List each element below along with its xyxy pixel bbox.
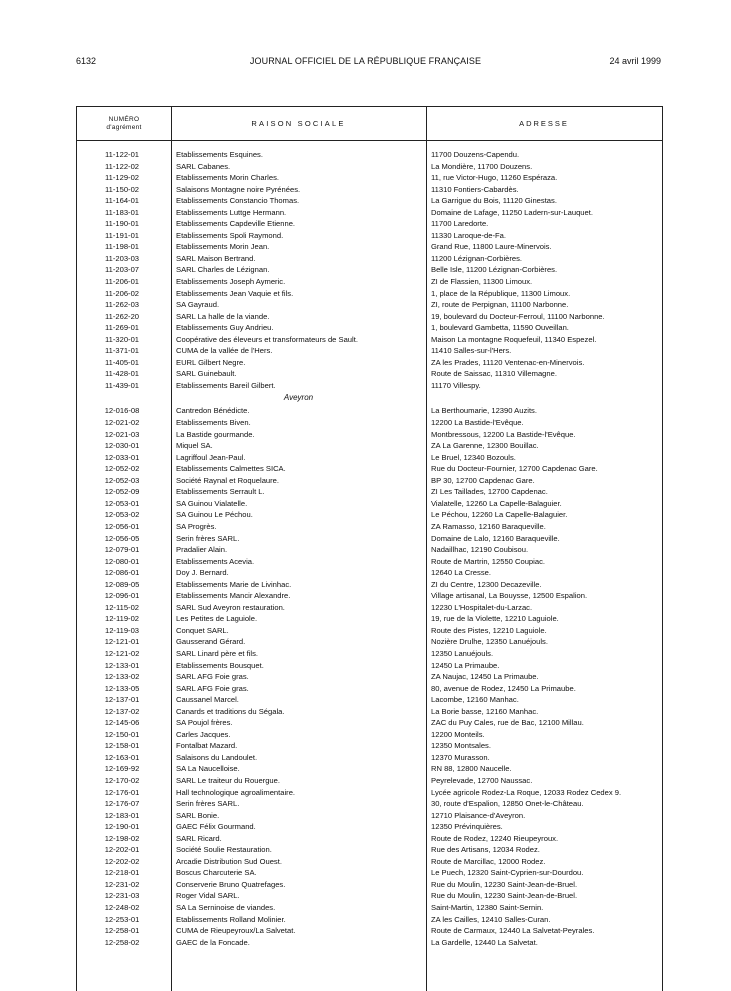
table-row bbox=[77, 486, 662, 498]
raison-sociale-cell: Etablissements Luttge Hermann. bbox=[176, 207, 287, 217]
raison-sociale-cell: Gausserand Gérard. bbox=[176, 637, 246, 647]
adresse-cell: 12350 Lanuéjouls. bbox=[431, 648, 494, 658]
table-row bbox=[77, 787, 662, 799]
row-group-aude bbox=[77, 149, 662, 391]
approval-number-cell: 12-253-01 bbox=[104, 914, 140, 924]
raison-sociale-cell: Etablissements Bareil Gilbert. bbox=[176, 380, 276, 390]
raison-sociale-cell: Serin frères SARL. bbox=[176, 799, 240, 809]
adresse-cell: 12230 L'Hospitalet-du-Larzac. bbox=[431, 602, 533, 612]
approval-number-cell: 12-021-02 bbox=[104, 418, 140, 428]
raison-sociale-cell: Conquet SARL. bbox=[176, 625, 229, 635]
raison-sociale-cell: Fontalbat Mazard. bbox=[176, 741, 238, 751]
raison-sociale-cell: SARL Linard père et fils. bbox=[176, 648, 259, 658]
adresse-cell: 30, route d'Espalion, 12850 Onet-le-Château. bbox=[431, 799, 584, 809]
table-row bbox=[77, 810, 662, 822]
approval-number-cell: 12-145-06 bbox=[104, 718, 140, 728]
adresse-cell: ZI, route de Perpignan, 11100 Narbonne. bbox=[431, 300, 569, 310]
table-row bbox=[77, 440, 662, 452]
adresse-cell: Le Puech, 12320 Saint-Cyprien-sur-Dourdou. bbox=[431, 868, 584, 878]
approval-number-cell: 11-262-20 bbox=[104, 311, 140, 321]
approval-number-cell: 11-206-01 bbox=[104, 277, 140, 287]
approval-number-cell: 12-137-02 bbox=[104, 706, 140, 716]
raison-sociale-cell: Etablissements Jean Vaquie et fils. bbox=[176, 288, 294, 298]
raison-sociale-cell: Roger Vidal SARL. bbox=[176, 891, 240, 901]
approval-number-cell: 12-218-01 bbox=[104, 868, 140, 878]
approval-number-cell: 11-371-01 bbox=[104, 346, 140, 356]
table-row bbox=[77, 264, 662, 276]
adresse-cell: La Berthoumarie, 12390 Auzits. bbox=[431, 406, 537, 416]
raison-sociale-cell: SARL AFG Foie gras. bbox=[176, 683, 249, 693]
adresse-cell: Route de Saissac, 11310 Villemagne. bbox=[431, 369, 557, 379]
table-row bbox=[77, 345, 662, 357]
table-row bbox=[77, 902, 662, 914]
table-row bbox=[77, 660, 662, 672]
approval-number-cell: 12-133-02 bbox=[104, 672, 140, 682]
raison-sociale-cell: CUMA de la vallée de l'Hers. bbox=[176, 346, 273, 356]
table-row bbox=[77, 380, 662, 392]
approval-number-cell: 12-133-05 bbox=[104, 683, 140, 693]
table-row bbox=[77, 230, 662, 242]
raison-sociale-cell: Etablissements Acevia. bbox=[176, 556, 255, 566]
raison-sociale-cell: Etablissements Bousquet. bbox=[176, 660, 264, 670]
approval-number-cell: 11-203-07 bbox=[104, 265, 140, 275]
table-row bbox=[77, 671, 662, 683]
raison-sociale-cell: La Bastide gourmande. bbox=[176, 429, 255, 439]
raison-sociale-cell: Etablissements Calmettes SICA. bbox=[176, 464, 286, 474]
approval-number-cell: 11-262-03 bbox=[104, 300, 140, 310]
adresse-cell: 12450 La Primaube. bbox=[431, 660, 500, 670]
table-row bbox=[77, 706, 662, 718]
adresse-cell: Grand Rue, 11800 Laure-Minervois. bbox=[431, 242, 552, 252]
adresse-cell: 12370 Murasson. bbox=[431, 752, 490, 762]
table-row bbox=[77, 683, 662, 695]
approval-number-cell: 12-169-92 bbox=[104, 764, 140, 774]
approval-number-cell: 12-158-01 bbox=[104, 741, 140, 751]
approval-number-cell: 12-053-02 bbox=[104, 510, 140, 520]
approval-number-cell: 12-190-01 bbox=[104, 822, 140, 832]
approval-number-cell: 12-121-01 bbox=[104, 637, 140, 647]
table-row bbox=[77, 890, 662, 902]
table-row bbox=[77, 299, 662, 311]
adresse-cell: 11700 Laredorte. bbox=[431, 219, 489, 229]
table-row bbox=[77, 833, 662, 845]
raison-sociale-cell: Société Raynal et Roquelaure. bbox=[176, 475, 280, 485]
raison-sociale-cell: SA Progrès. bbox=[176, 521, 217, 531]
adresse-cell: Belle Isle, 11200 Lézignan-Corbières. bbox=[431, 265, 558, 275]
adresse-cell: ZA les Cailles, 12410 Salles-Curan. bbox=[431, 914, 551, 924]
raison-sociale-cell: Etablissements Morin Jean. bbox=[176, 242, 270, 252]
approval-number-cell: 11-428-01 bbox=[104, 369, 140, 379]
approval-number-cell: 12-033-01 bbox=[104, 452, 140, 462]
adresse-cell: Maison La montagne Roquefeuil, 11340 Espezel. bbox=[431, 334, 597, 344]
raison-sociale-cell: GAEC de la Foncade. bbox=[176, 937, 250, 947]
approval-number-cell: 12-056-05 bbox=[104, 533, 140, 543]
approval-number-cell: 11-320-01 bbox=[104, 334, 140, 344]
raison-sociale-cell: Canards et traditions du Ségala. bbox=[176, 706, 285, 716]
raison-sociale-cell: Etablissements Morin Charles. bbox=[176, 173, 279, 183]
adresse-cell: Village artisanal, La Bouysse, 12500 Espalion. bbox=[431, 591, 588, 601]
approval-number-cell: 11-198-01 bbox=[104, 242, 140, 252]
raison-sociale-cell: SA Gayraud. bbox=[176, 300, 220, 310]
raison-sociale-cell: Hall technologique agroalimentaire. bbox=[176, 787, 296, 797]
adresse-cell: Domaine de Lalo, 12160 Baraqueville. bbox=[431, 533, 560, 543]
adresse-cell: La Borie basse, 12160 Manhac. bbox=[431, 706, 539, 716]
adresse-cell: 11700 Douzens-Capendu. bbox=[431, 150, 520, 159]
adresse-cell: 11170 Villespy. bbox=[431, 380, 481, 390]
approval-number-cell: 12-258-01 bbox=[104, 926, 140, 936]
raison-sociale-cell: Etablissements Rolland Molinier. bbox=[176, 914, 286, 924]
adresse-cell: 19, rue de la Violette, 12210 Laguiole. bbox=[431, 614, 559, 624]
adresse-cell: Rue du Moulin, 12230 Saint-Jean-de-Bruel. bbox=[431, 891, 578, 901]
approval-number-cell: 12-079-01 bbox=[104, 545, 140, 555]
approval-number-cell: 12-052-03 bbox=[104, 475, 140, 485]
table-row bbox=[77, 218, 662, 230]
table-row bbox=[77, 752, 662, 764]
adresse-cell: ZI du Centre, 12300 Decazeville. bbox=[431, 579, 542, 589]
table-row bbox=[77, 405, 662, 417]
raison-sociale-cell: Salaisons Montagne noire Pyrénées. bbox=[176, 184, 301, 194]
table-row bbox=[77, 729, 662, 741]
table-row bbox=[77, 475, 662, 487]
adresse-cell: Vialatelle, 12260 La Capelle-Balaguier. bbox=[431, 498, 562, 508]
approval-number-cell: 12-096-01 bbox=[104, 591, 140, 601]
table-row bbox=[77, 775, 662, 787]
adresse-cell: 12350 Montsales. bbox=[431, 741, 491, 751]
approval-number-cell: 12-231-03 bbox=[104, 891, 140, 901]
table-row bbox=[77, 195, 662, 207]
raison-sociale-cell: SARL La halle de la viande. bbox=[176, 311, 270, 321]
adresse-cell: 12710 Plaisance-d'Aveyron. bbox=[431, 810, 526, 820]
adresse-cell: ZA La Garenne, 12300 Bouillac. bbox=[431, 441, 539, 451]
adresse-cell: Route de Martrin, 12550 Coupiac. bbox=[431, 556, 545, 566]
table-row bbox=[77, 613, 662, 625]
raison-sociale-cell: SARL Charles de Lézignan. bbox=[176, 265, 270, 275]
adresse-cell: 1, place de la République, 11300 Limoux. bbox=[431, 288, 571, 298]
table-row bbox=[77, 914, 662, 926]
table-row bbox=[77, 879, 662, 891]
approval-number-cell: 12-056-01 bbox=[104, 521, 140, 531]
table-row bbox=[77, 276, 662, 288]
table-row bbox=[77, 625, 662, 637]
approval-number-cell: 12-089-05 bbox=[104, 579, 140, 589]
table-row bbox=[77, 856, 662, 868]
approval-number-cell: 11-122-01 bbox=[104, 150, 140, 159]
raison-sociale-cell: Etablissements Mancir Alexandre. bbox=[176, 591, 291, 601]
approval-number-cell: 12-053-01 bbox=[104, 498, 140, 508]
adresse-cell: Saint-Martin, 12380 Saint-Sernin. bbox=[431, 903, 544, 912]
approval-number-cell: 11-405-01 bbox=[104, 357, 140, 367]
raison-sociale-cell: Etablissements Serrault L. bbox=[176, 487, 265, 497]
table-row bbox=[77, 253, 662, 265]
journal-title: JOURNAL OFFICIEL DE LA RÉPUBLIQUE FRANÇAISE bbox=[249, 56, 482, 66]
approval-table bbox=[76, 106, 663, 991]
approval-number-cell: 12-115-02 bbox=[104, 602, 140, 612]
approval-number-cell: 12-202-02 bbox=[104, 856, 140, 866]
table-row bbox=[77, 590, 662, 602]
adresse-cell: 11330 Laroque-de-Fa. bbox=[431, 230, 507, 240]
adresse-cell: Domaine de Lafage, 11250 Ladern-sur-Lauquet. bbox=[431, 207, 593, 217]
approval-number-cell: 12-163-01 bbox=[104, 752, 140, 762]
raison-sociale-cell: Etablissements Guy Andrieu. bbox=[176, 323, 274, 333]
adresse-cell: Peyrelevade, 12700 Naussac. bbox=[431, 775, 533, 785]
adresse-cell: Route des Pistes, 12210 Laguiole. bbox=[431, 625, 547, 635]
adresse-cell: Nozière Drulhe, 12350 Lanuéjouls. bbox=[431, 637, 548, 647]
adresse-cell: 12640 La Cresse. bbox=[431, 568, 491, 578]
column-header-number-line1: NUMÉRO bbox=[108, 115, 140, 123]
raison-sociale-cell: SA Poujol frères. bbox=[176, 718, 233, 728]
raison-sociale-cell: SARL Maison Bertrand. bbox=[176, 253, 256, 263]
table-row bbox=[77, 521, 662, 533]
raison-sociale-cell: SARL Sud Aveyron restauration. bbox=[176, 602, 285, 612]
column-header-raison-sociale: RAISON SOCIALE bbox=[251, 119, 346, 128]
approval-number-cell: 11-190-01 bbox=[104, 219, 140, 229]
issue-date: 24 avril 1999 bbox=[609, 56, 661, 66]
raison-sociale-cell: SARL Bonie. bbox=[176, 810, 220, 820]
table-row bbox=[77, 798, 662, 810]
approval-number-cell: 12-176-07 bbox=[104, 799, 140, 809]
table-row bbox=[77, 867, 662, 879]
table-row bbox=[77, 241, 662, 253]
table-row bbox=[77, 334, 662, 346]
adresse-cell: Rue du Docteur-Fournier, 12700 Capdenac Gare. bbox=[431, 464, 598, 474]
table-row bbox=[77, 288, 662, 300]
adresse-cell: Route de Carmaux, 12440 La Salvetat-Peyrales. bbox=[431, 926, 595, 936]
approval-number-cell: 12-258-02 bbox=[104, 937, 140, 947]
table-row bbox=[77, 207, 662, 219]
adresse-cell: Lacombe, 12160 Manhac. bbox=[431, 695, 519, 705]
table-row bbox=[77, 544, 662, 556]
raison-sociale-cell: SARL Guinebault. bbox=[176, 369, 237, 379]
table-row bbox=[77, 648, 662, 660]
raison-sociale-cell: CUMA de Rieupeyroux/La Salvetat. bbox=[176, 926, 296, 936]
adresse-cell: BP 30, 12700 Capdenac Gare. bbox=[431, 475, 535, 485]
approval-number-cell: 12-030-01 bbox=[104, 441, 140, 451]
approval-number-cell: 11-164-01 bbox=[104, 196, 140, 206]
adresse-cell: Lycée agricole Rodez-La Roque, 12033 Rodez Cedex 9. bbox=[431, 787, 622, 797]
raison-sociale-cell: Miquel SA. bbox=[176, 441, 213, 451]
approval-number-cell: 11-439-01 bbox=[104, 380, 140, 390]
table-row bbox=[77, 417, 662, 429]
approval-number-cell: 12-119-03 bbox=[104, 625, 140, 635]
raison-sociale-cell: Etablissements Constancio Thomas. bbox=[176, 196, 300, 206]
raison-sociale-cell: Serin frères SARL. bbox=[176, 533, 240, 543]
adresse-cell: 11310 Fontiers-Cabardès. bbox=[431, 184, 519, 194]
table-row bbox=[77, 556, 662, 568]
adresse-cell: 19, boulevard du Docteur-Ferroul, 11100 Narbonne. bbox=[431, 311, 605, 321]
approval-number-cell: 12-170-02 bbox=[104, 775, 140, 785]
adresse-cell: Montbressous, 12200 La Bastide-l'Evêque. bbox=[431, 429, 576, 439]
page-number: 6132 bbox=[76, 56, 97, 66]
adresse-cell: La Garrigue du Bois, 11120 Ginestas. bbox=[431, 196, 557, 206]
table-row bbox=[77, 533, 662, 545]
table-row bbox=[77, 567, 662, 579]
table-row bbox=[77, 579, 662, 591]
adresse-cell: ZI Les Taillades, 12700 Capdenac. bbox=[431, 487, 548, 497]
raison-sociale-cell: Boscus Charcuterie SA. bbox=[176, 868, 257, 878]
table-row bbox=[77, 452, 662, 464]
raison-sociale-cell: Doy J. Bernard. bbox=[176, 568, 229, 578]
raison-sociale-cell: SA Guinou Vialatelle. bbox=[176, 498, 248, 508]
approval-number-cell: 12-176-01 bbox=[104, 787, 140, 797]
raison-sociale-cell: Etablissements Joseph Aymeric. bbox=[176, 277, 286, 287]
approval-number-cell: 12-052-02 bbox=[104, 464, 140, 474]
raison-sociale-cell: Société Soulie Restauration. bbox=[176, 845, 272, 855]
adresse-cell: ZA les Prades, 11120 Ventenac-en-Minervois. bbox=[431, 357, 585, 367]
table-row bbox=[77, 429, 662, 441]
approval-number-cell: 12-231-02 bbox=[104, 879, 140, 889]
approval-number-cell: 12-121-02 bbox=[104, 648, 140, 658]
approval-number-cell: 11-150-02 bbox=[104, 184, 140, 194]
table-row bbox=[77, 694, 662, 706]
raison-sociale-cell: Coopérative des éleveurs et transformateurs de Sault. bbox=[176, 334, 358, 344]
approval-number-cell: 12-086-01 bbox=[104, 568, 140, 578]
table-row bbox=[77, 717, 662, 729]
adresse-cell: 12200 Monteils. bbox=[431, 729, 485, 739]
raison-sociale-cell: SARL AFG Foie gras. bbox=[176, 672, 249, 682]
raison-sociale-cell: SARL Le traiteur du Rouergue. bbox=[176, 775, 280, 785]
approval-number-cell: 11-122-02 bbox=[104, 161, 140, 171]
approval-number-cell: 12-052-09 bbox=[104, 487, 140, 497]
approval-number-cell: 12-198-02 bbox=[104, 833, 140, 843]
table-row bbox=[77, 322, 662, 334]
table-row bbox=[77, 740, 662, 752]
adresse-cell: Nadaillhac, 12190 Coubisou. bbox=[431, 545, 529, 555]
raison-sociale-cell: GAEC Félix Gourmand. bbox=[176, 822, 256, 832]
column-header-number-line2: d'agrément bbox=[106, 123, 142, 131]
column-header-number bbox=[77, 107, 171, 140]
adresse-cell: 1, boulevard Gambetta, 11590 Ouveillan. bbox=[431, 323, 569, 333]
table-row bbox=[77, 509, 662, 521]
table-row bbox=[77, 602, 662, 614]
table-row bbox=[77, 636, 662, 648]
adresse-cell: 12350 Prévinquières. bbox=[431, 822, 503, 832]
approval-number-cell: 12-183-01 bbox=[104, 810, 140, 820]
raison-sociale-cell: Etablissements Biven. bbox=[176, 418, 251, 428]
raison-sociale-cell: Etablissements Spoli Raymond. bbox=[176, 230, 284, 240]
row-group-aveyron bbox=[77, 405, 662, 948]
approval-number-cell: 11-183-01 bbox=[104, 207, 140, 217]
adresse-cell: 11200 Lézignan-Corbières. bbox=[431, 253, 523, 263]
adresse-cell: ZA Ramasso, 12160 Baraqueville. bbox=[431, 521, 546, 531]
approval-number-cell: 12-119-02 bbox=[104, 614, 140, 624]
approval-number-cell: 12-202-01 bbox=[104, 845, 140, 855]
table-row bbox=[77, 498, 662, 510]
adresse-cell: Route de Marcillac, 12000 Rodez. bbox=[431, 856, 546, 866]
raison-sociale-cell: Etablissements Marie de Livinhac. bbox=[176, 579, 292, 589]
approval-number-cell: 11-129-02 bbox=[104, 173, 140, 183]
approval-number-cell: 11-203-03 bbox=[104, 253, 140, 263]
raison-sociale-cell: SARL Cabanes. bbox=[176, 161, 231, 171]
adresse-cell: 12200 La Bastide-l'Evêque. bbox=[431, 418, 524, 428]
table-row bbox=[77, 763, 662, 775]
table-row bbox=[77, 172, 662, 184]
header-divider bbox=[77, 140, 662, 141]
raison-sociale-cell: Arcadie Distribution Sud Ouest. bbox=[176, 856, 282, 866]
adresse-cell: 11410 Salles-sur-l'Hers. bbox=[431, 346, 512, 356]
table-row bbox=[77, 925, 662, 937]
table-row bbox=[77, 937, 662, 949]
table-row bbox=[77, 463, 662, 475]
adresse-cell: La Mondière, 11700 Douzens. bbox=[431, 161, 533, 171]
approval-number-cell: 12-150-01 bbox=[104, 729, 140, 739]
adresse-cell: Rue du Moulin, 12230 Saint-Jean-de-Bruel. bbox=[431, 879, 578, 889]
raison-sociale-cell: EURL Gilbert Negre. bbox=[176, 357, 246, 367]
raison-sociale-cell: SA La Naucelloise. bbox=[176, 764, 240, 774]
raison-sociale-cell: Pradalier Alain. bbox=[176, 545, 228, 555]
table-row bbox=[77, 844, 662, 856]
approval-number-cell: 12-133-01 bbox=[104, 660, 140, 670]
approval-number-cell: 12-021-03 bbox=[104, 429, 140, 439]
table-row bbox=[77, 149, 662, 161]
department-heading: Aveyron bbox=[283, 393, 314, 403]
adresse-cell: ZAC du Puy Cales, rue de Bac, 12100 Millau. bbox=[431, 718, 584, 728]
raison-sociale-cell: SARL Ricard. bbox=[176, 833, 222, 843]
raison-sociale-cell: Carles Jacques. bbox=[176, 729, 231, 739]
raison-sociale-cell: Cantredon Bénédicte. bbox=[176, 406, 250, 416]
approval-number-cell: 11-206-02 bbox=[104, 288, 140, 298]
table-row bbox=[77, 357, 662, 369]
table-body bbox=[77, 149, 662, 948]
column-header-adresse: ADRESSE bbox=[519, 119, 569, 128]
raison-sociale-cell: SA Guinou Le Péchou. bbox=[176, 510, 253, 520]
approval-number-cell: 11-191-01 bbox=[104, 230, 140, 240]
raison-sociale-cell: Etablissements Esquines. bbox=[176, 150, 263, 159]
adresse-cell: Rue des Artisans, 12034 Rodez. bbox=[431, 845, 540, 855]
raison-sociale-cell: SA La Serninoise de viandes. bbox=[176, 903, 276, 912]
raison-sociale-cell: Salaisons du Landoulet. bbox=[176, 752, 258, 762]
raison-sociale-cell: Les Petites de Laguiole. bbox=[176, 614, 258, 624]
table-row bbox=[77, 821, 662, 833]
raison-sociale-cell: Lagriffoul Jean-Paul. bbox=[176, 452, 246, 462]
approval-number-cell: 12-016-08 bbox=[104, 406, 140, 416]
adresse-cell: ZA Naujac, 12450 La Primaube. bbox=[431, 672, 539, 682]
adresse-cell: ZI de Flassien, 11300 Limoux. bbox=[431, 277, 533, 287]
adresse-cell: RN 88, 12800 Naucelle. bbox=[431, 764, 512, 774]
adresse-cell: Route de Rodez, 12240 Rieupeyroux. bbox=[431, 833, 559, 843]
table-row bbox=[77, 161, 662, 173]
adresse-cell: La Gardelle, 12440 La Salvetat. bbox=[431, 937, 538, 947]
raison-sociale-cell: Caussanel Marcel. bbox=[176, 695, 239, 705]
adresse-cell: 11, rue Victor-Hugo, 11260 Espéraza. bbox=[431, 173, 558, 183]
table-row bbox=[77, 368, 662, 380]
table-row bbox=[77, 184, 662, 196]
adresse-cell: Le Bruel, 12340 Bozouls. bbox=[431, 452, 516, 462]
adresse-cell: 80, avenue de Rodez, 12450 La Primaube. bbox=[431, 683, 576, 693]
raison-sociale-cell: Conserverie Bruno Quatrefages. bbox=[176, 879, 286, 889]
approval-number-cell: 12-137-01 bbox=[104, 695, 140, 705]
approval-number-cell: 11-269-01 bbox=[104, 323, 140, 333]
table-row bbox=[77, 311, 662, 323]
raison-sociale-cell: Etablissements Capdeville Etienne. bbox=[176, 219, 296, 229]
approval-number-cell: 12-080-01 bbox=[104, 556, 140, 566]
adresse-cell: Le Péchou, 12260 La Capelle-Balaguier. bbox=[431, 510, 568, 520]
approval-number-cell: 12-248-02 bbox=[104, 903, 140, 912]
